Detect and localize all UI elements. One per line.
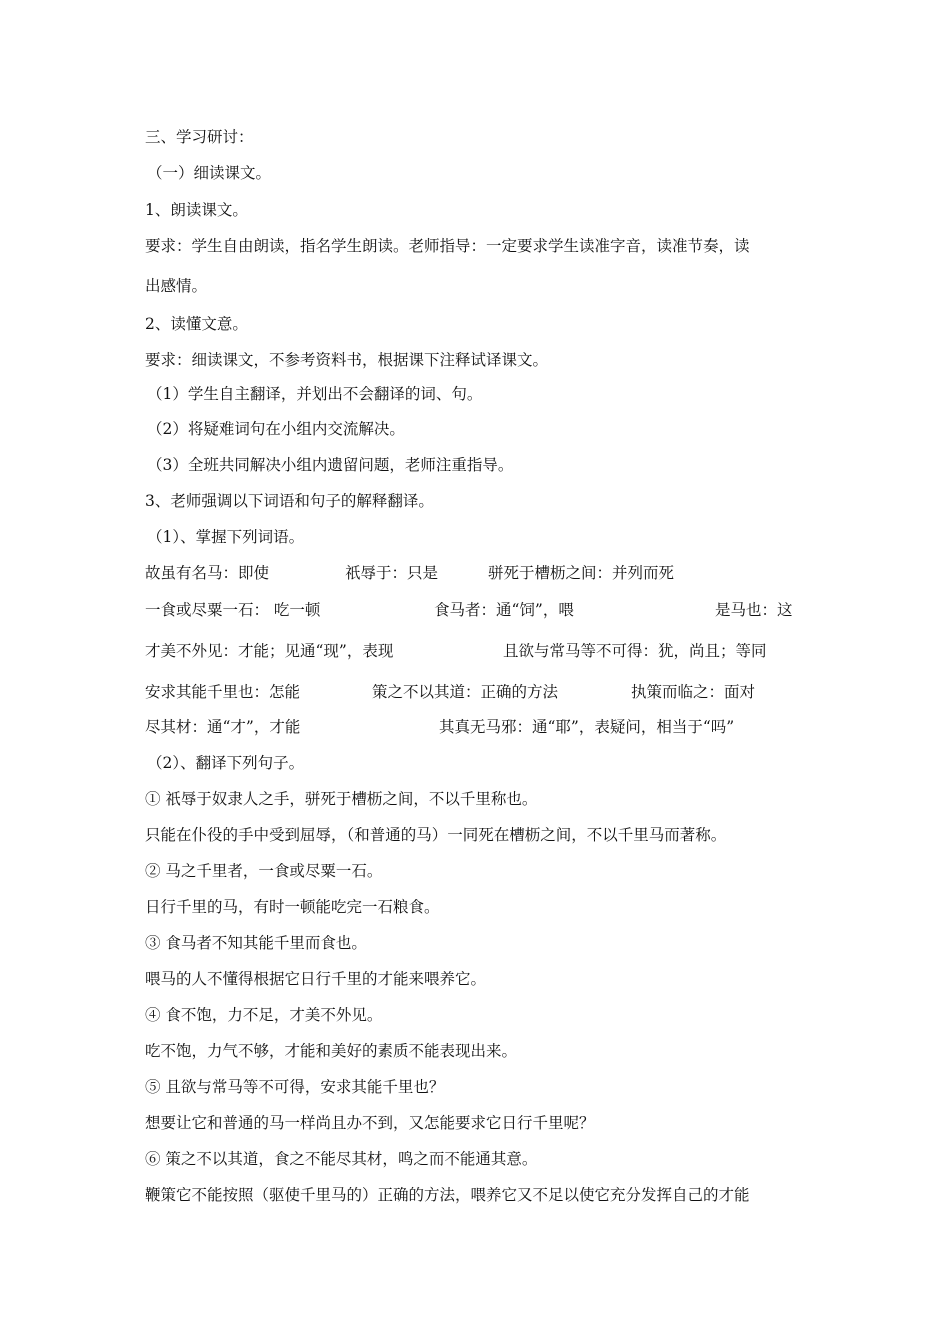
subsection-heading: （2）、翻译下列句子。 (147, 754, 305, 772)
paragraph-line: 出感情。 (145, 277, 208, 295)
vocab-entry: 一食或尽粟一石： 吃一顿 (145, 601, 321, 619)
sentence-translation: 鞭策它不能按照（驱使千里马的）正确的方法，喂养它又不足以使它充分发挥自己的才能 (145, 1186, 750, 1204)
step-heading: 3、老师强调以下词语和句子的解释翻译。 (145, 492, 434, 510)
subsection-heading: （1）、掌握下列词语。 (147, 528, 305, 546)
vocab-entry: 策之不以其道：正确的方法 (372, 683, 559, 701)
vocab-entry: 骈死于槽枥之间：并列而死 (488, 564, 675, 582)
paragraph-line: 要求：细读课文，不参考资料书，根据课下注释试译课文。 (145, 351, 549, 369)
step-heading: 1、朗读课文。 (145, 201, 248, 219)
section-heading: 三、学习研讨： (145, 128, 254, 146)
sentence-translation: 喂马的人不懂得根据它日行千里的才能来喂养它。 (145, 970, 487, 988)
vocab-entry: 安求其能千里也：怎能 (145, 683, 301, 701)
vocab-row (145, 641, 815, 661)
list-item: （3）全班共同解决小组内遗留问题，老师注重指导。 (147, 456, 514, 474)
sentence-original: ② 马之千里者，一食或尽粟一石。 (145, 862, 383, 880)
vocab-row (145, 563, 815, 583)
sentence-original: ⑥ 策之不以其道，食之不能尽其材，鸣之而不能通其意。 (145, 1150, 538, 1168)
sentence-original: ① 祇辱于奴隶人之手，骈死于槽枥之间，不以千里称也。 (145, 790, 538, 808)
vocab-row (145, 600, 815, 620)
step-heading: 2、读懂文意。 (145, 315, 248, 333)
sentence-translation: 日行千里的马，有时一顿能吃完一石粮食。 (145, 898, 440, 916)
vocab-entry: 执策而临之：面对 (631, 683, 756, 701)
sentence-original: ④ 食不饱，力不足，才美不外见。 (145, 1006, 383, 1024)
vocab-entry: 尽其材：通“才”，才能 (145, 718, 301, 736)
sentence-translation: 只能在仆役的手中受到屈辱，（和普通的马）一同死在槽枥之间，不以千里马而著称。 (145, 826, 727, 844)
vocab-row (145, 717, 815, 737)
vocab-entry: 其真无马邪：通“耶”，表疑问，相当于“吗” (439, 718, 735, 736)
vocab-entry: 是马也：这 (715, 601, 793, 619)
sentence-translation: 吃不饱，力气不够，才能和美好的素质不能表现出来。 (145, 1042, 518, 1060)
sentence-translation: 想要让它和普通的马一样尚且办不到，又怎能要求它日行千里呢？ (145, 1114, 595, 1132)
vocab-entry: 才美不外见：才能；见通“现”，表现 (145, 642, 394, 660)
sentence-original: ③ 食马者不知其能千里而食也。 (145, 934, 367, 952)
list-item: （1）学生自主翻译，并划出不会翻译的词、句。 (147, 385, 483, 403)
vocab-entry: 且欲与常马等不可得：犹，尚且；等同 (503, 642, 767, 660)
vocab-entry: 食马者：通“饲”，喂 (434, 601, 574, 619)
sentence-original: ⑤ 且欲与常马等不可得，安求其能千里也？ (145, 1078, 445, 1096)
vocab-entry: 祇辱于：只是 (345, 564, 439, 582)
paragraph-line: 要求：学生自由朗读，指名学生朗读。老师指导：一定要求学生读准字音，读准节奏，读 (145, 237, 750, 255)
subsection-heading: （一）细读课文。 (147, 164, 272, 182)
list-item: （2）将疑难词句在小组内交流解决。 (147, 420, 405, 438)
vocab-entry: 故虽有名马：即使 (145, 564, 270, 582)
vocab-row (145, 682, 815, 702)
